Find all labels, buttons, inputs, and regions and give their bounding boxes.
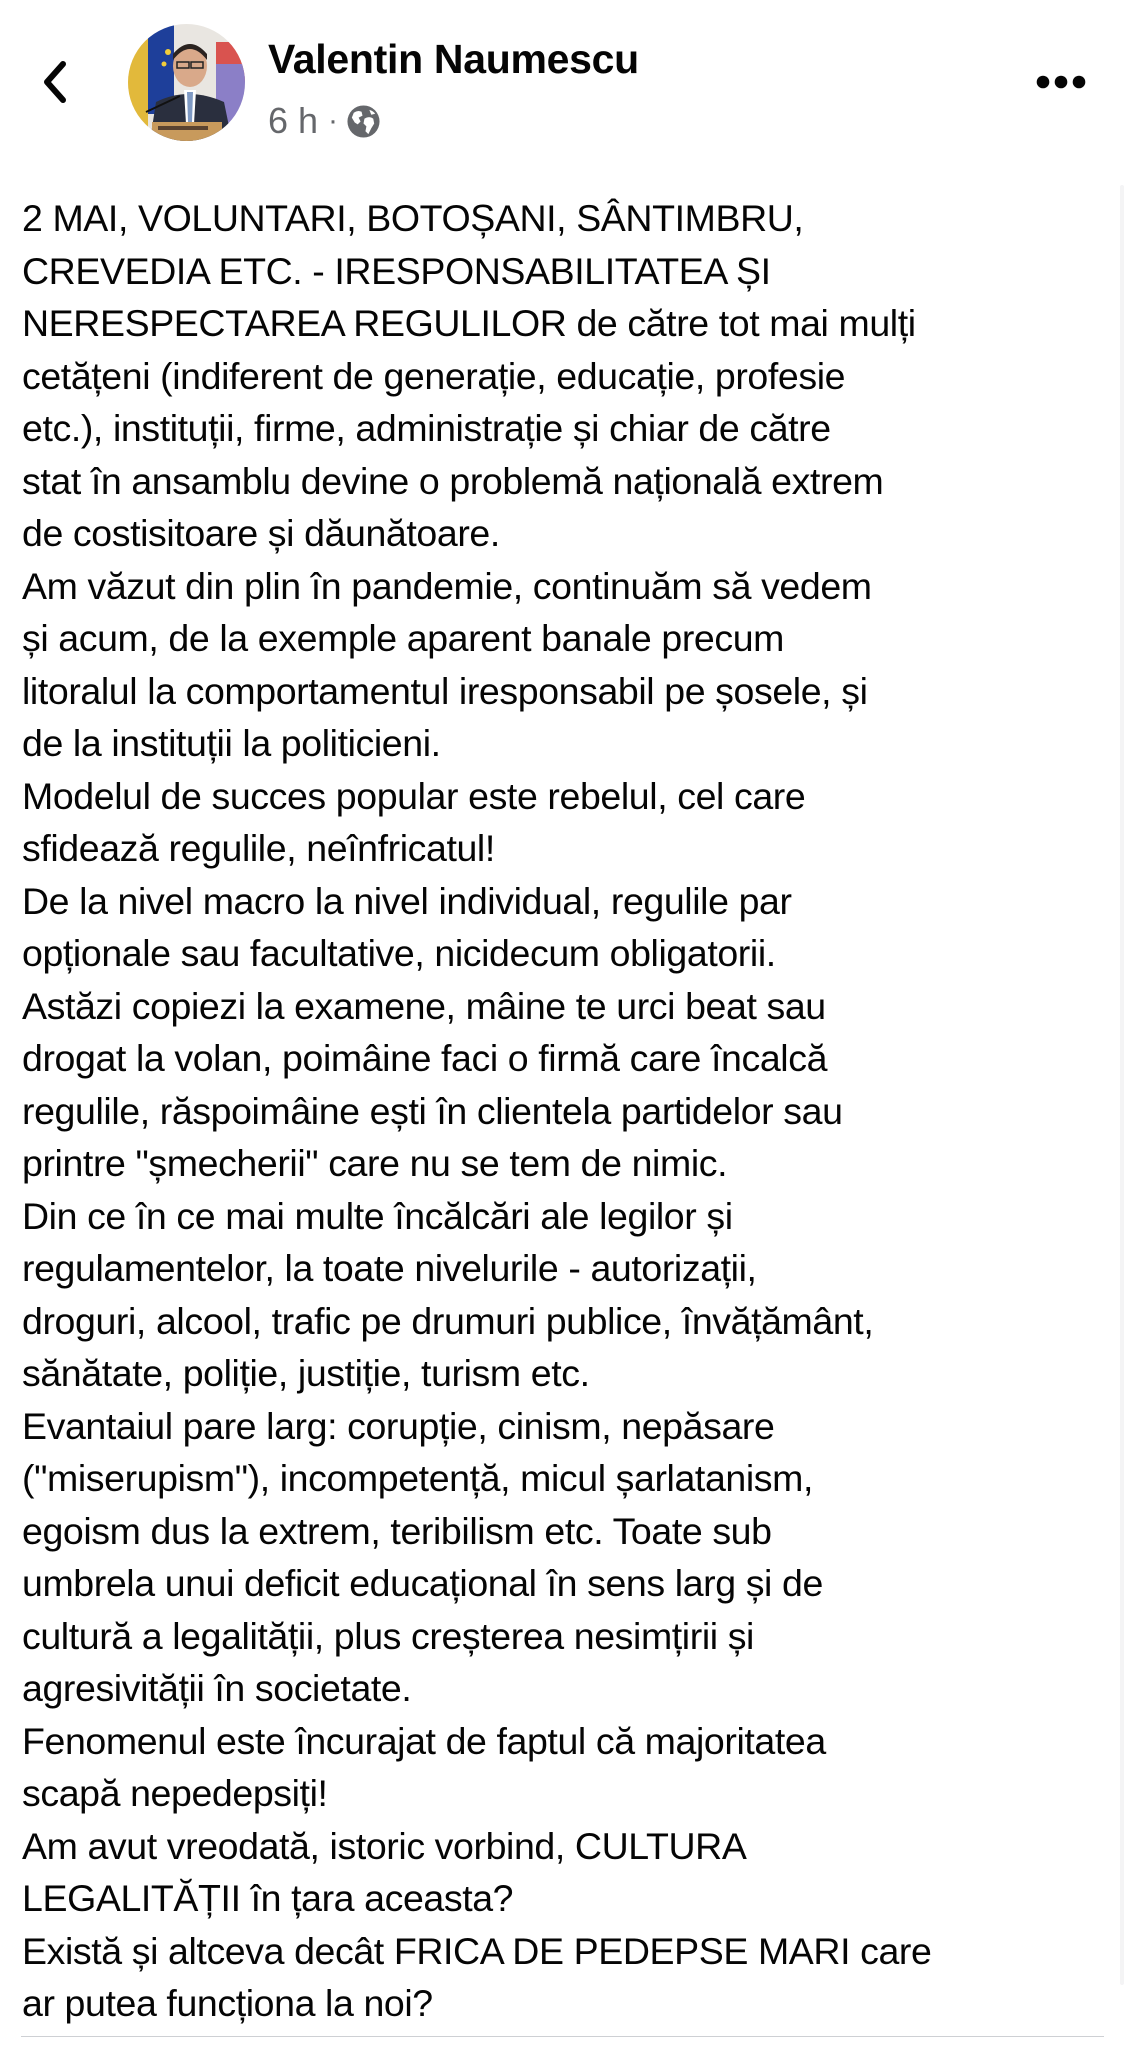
post-text-line: Am văzut din plin în pandemie, continuăm să vedem (22, 564, 872, 607)
post-text-line: cultură a legalității, plus creșterea nesimțirii și (22, 1614, 754, 1657)
globe-icon[interactable] (346, 104, 381, 139)
profile-photo (128, 24, 245, 141)
post-text-line: Am avut vreodată, istoric vorbind, CULTURA (22, 1824, 747, 1867)
post-text-line: drogat la volan, poimâine faci o firmă care încalcă (22, 1037, 828, 1079)
post-text-line: de la instituții la politicieni. (22, 722, 441, 764)
post-text-line: de costisitoare și dăunătoare. (22, 512, 500, 554)
more-options-button[interactable] (1030, 62, 1092, 102)
post-meta (268, 99, 381, 143)
post-text-line: cetățeni (indiferent de generație, educație, profesie (22, 354, 846, 397)
post-text-line: regulamentelor, la toate nivelurile - autorizații, (22, 1247, 757, 1289)
more-horizontal-icon (1036, 75, 1086, 89)
post-header (0, 0, 1132, 160)
chevron-left-icon (39, 58, 69, 106)
meta-separator: · (328, 104, 339, 137)
post-text-line: litoralul la comportamentul iresponsabil pe șosele, și (22, 669, 868, 712)
post-text-line: scapă nepedepsiți! (22, 1772, 328, 1814)
author-name[interactable]: Valentin Naumescu (268, 36, 639, 82)
post-text-line: egoism dus la extrem, teribilism etc. Toate sub (22, 1509, 772, 1552)
post-text-line: Din ce în ce mai multe încălcări ale legilor și (22, 1194, 733, 1237)
post-text-line: umbrela unui deficit educațional în sens larg și de (22, 1562, 823, 1604)
post-text-line: Fenomenul este încurajat de faptul că majoritatea (22, 1719, 826, 1762)
post-text-line: ar putea funcționa la noi? (22, 1982, 433, 2024)
post-text-line: droguri, alcool, trafic pe drumuri publice, învățământ, (22, 1299, 874, 1342)
post-text-line: stat în ansamblu devine o problemă națională extrem (22, 459, 884, 502)
post-text-line: agresivității în societate. (22, 1667, 412, 1709)
divider (21, 2036, 1104, 2037)
post-timestamp[interactable]: 6 h (268, 100, 319, 141)
post-text-line: Modelul de succes popular este rebelul, cel care (22, 774, 806, 817)
post-text-line: De la nivel macro la nivel individual, regulile par (22, 879, 792, 922)
post-text-line: regulile, răspoimâine ești în clientela partidelor sau (22, 1089, 843, 1132)
post-text-line: ("miserupism"), incompetență, micul șarlatanism, (22, 1457, 813, 1499)
post-text-line: NERESPECTAREA REGULILOR de către tot mai mulți (22, 302, 916, 344)
scrollbar[interactable] (1120, 185, 1124, 1985)
post-text-line: Există și altceva decât FRICA DE PEDEPSE MARI care (22, 1929, 932, 1972)
post-text-line: Astăzi copiezi la examene, mâine te urci beat sau (22, 984, 826, 1027)
back-button[interactable] (30, 52, 78, 112)
post-text-line: sănătate, poliție, justiție, turism etc. (22, 1352, 590, 1394)
post-text-line: sfidează regulile, neînfricatul! (22, 827, 495, 869)
post-text-line: și acum, de la exemple aparent banale precum (22, 617, 785, 659)
avatar[interactable] (128, 24, 245, 141)
post-text (22, 192, 1112, 2030)
post-text-line: opționale sau facultative, nicidecum obligatorii. (22, 932, 776, 974)
post-text-line: 2 MAI, VOLUNTARI, BOTOȘANI, SÂNTIMBRU, (22, 197, 804, 239)
post-text-line: Evantaiul pare larg: corupție, cinism, nepăsare (22, 1404, 775, 1447)
post-text-line: LEGALITĂȚII în țara aceasta? (22, 1877, 514, 1919)
post-text-line: printre "șmecherii" care nu se tem de nimic. (22, 1142, 728, 1184)
post-text-line: etc.), instituții, firme, administrație și chiar de către (22, 407, 831, 449)
post-text-line: CREVEDIA ETC. - IRESPONSABILITATEA ȘI (22, 249, 771, 292)
